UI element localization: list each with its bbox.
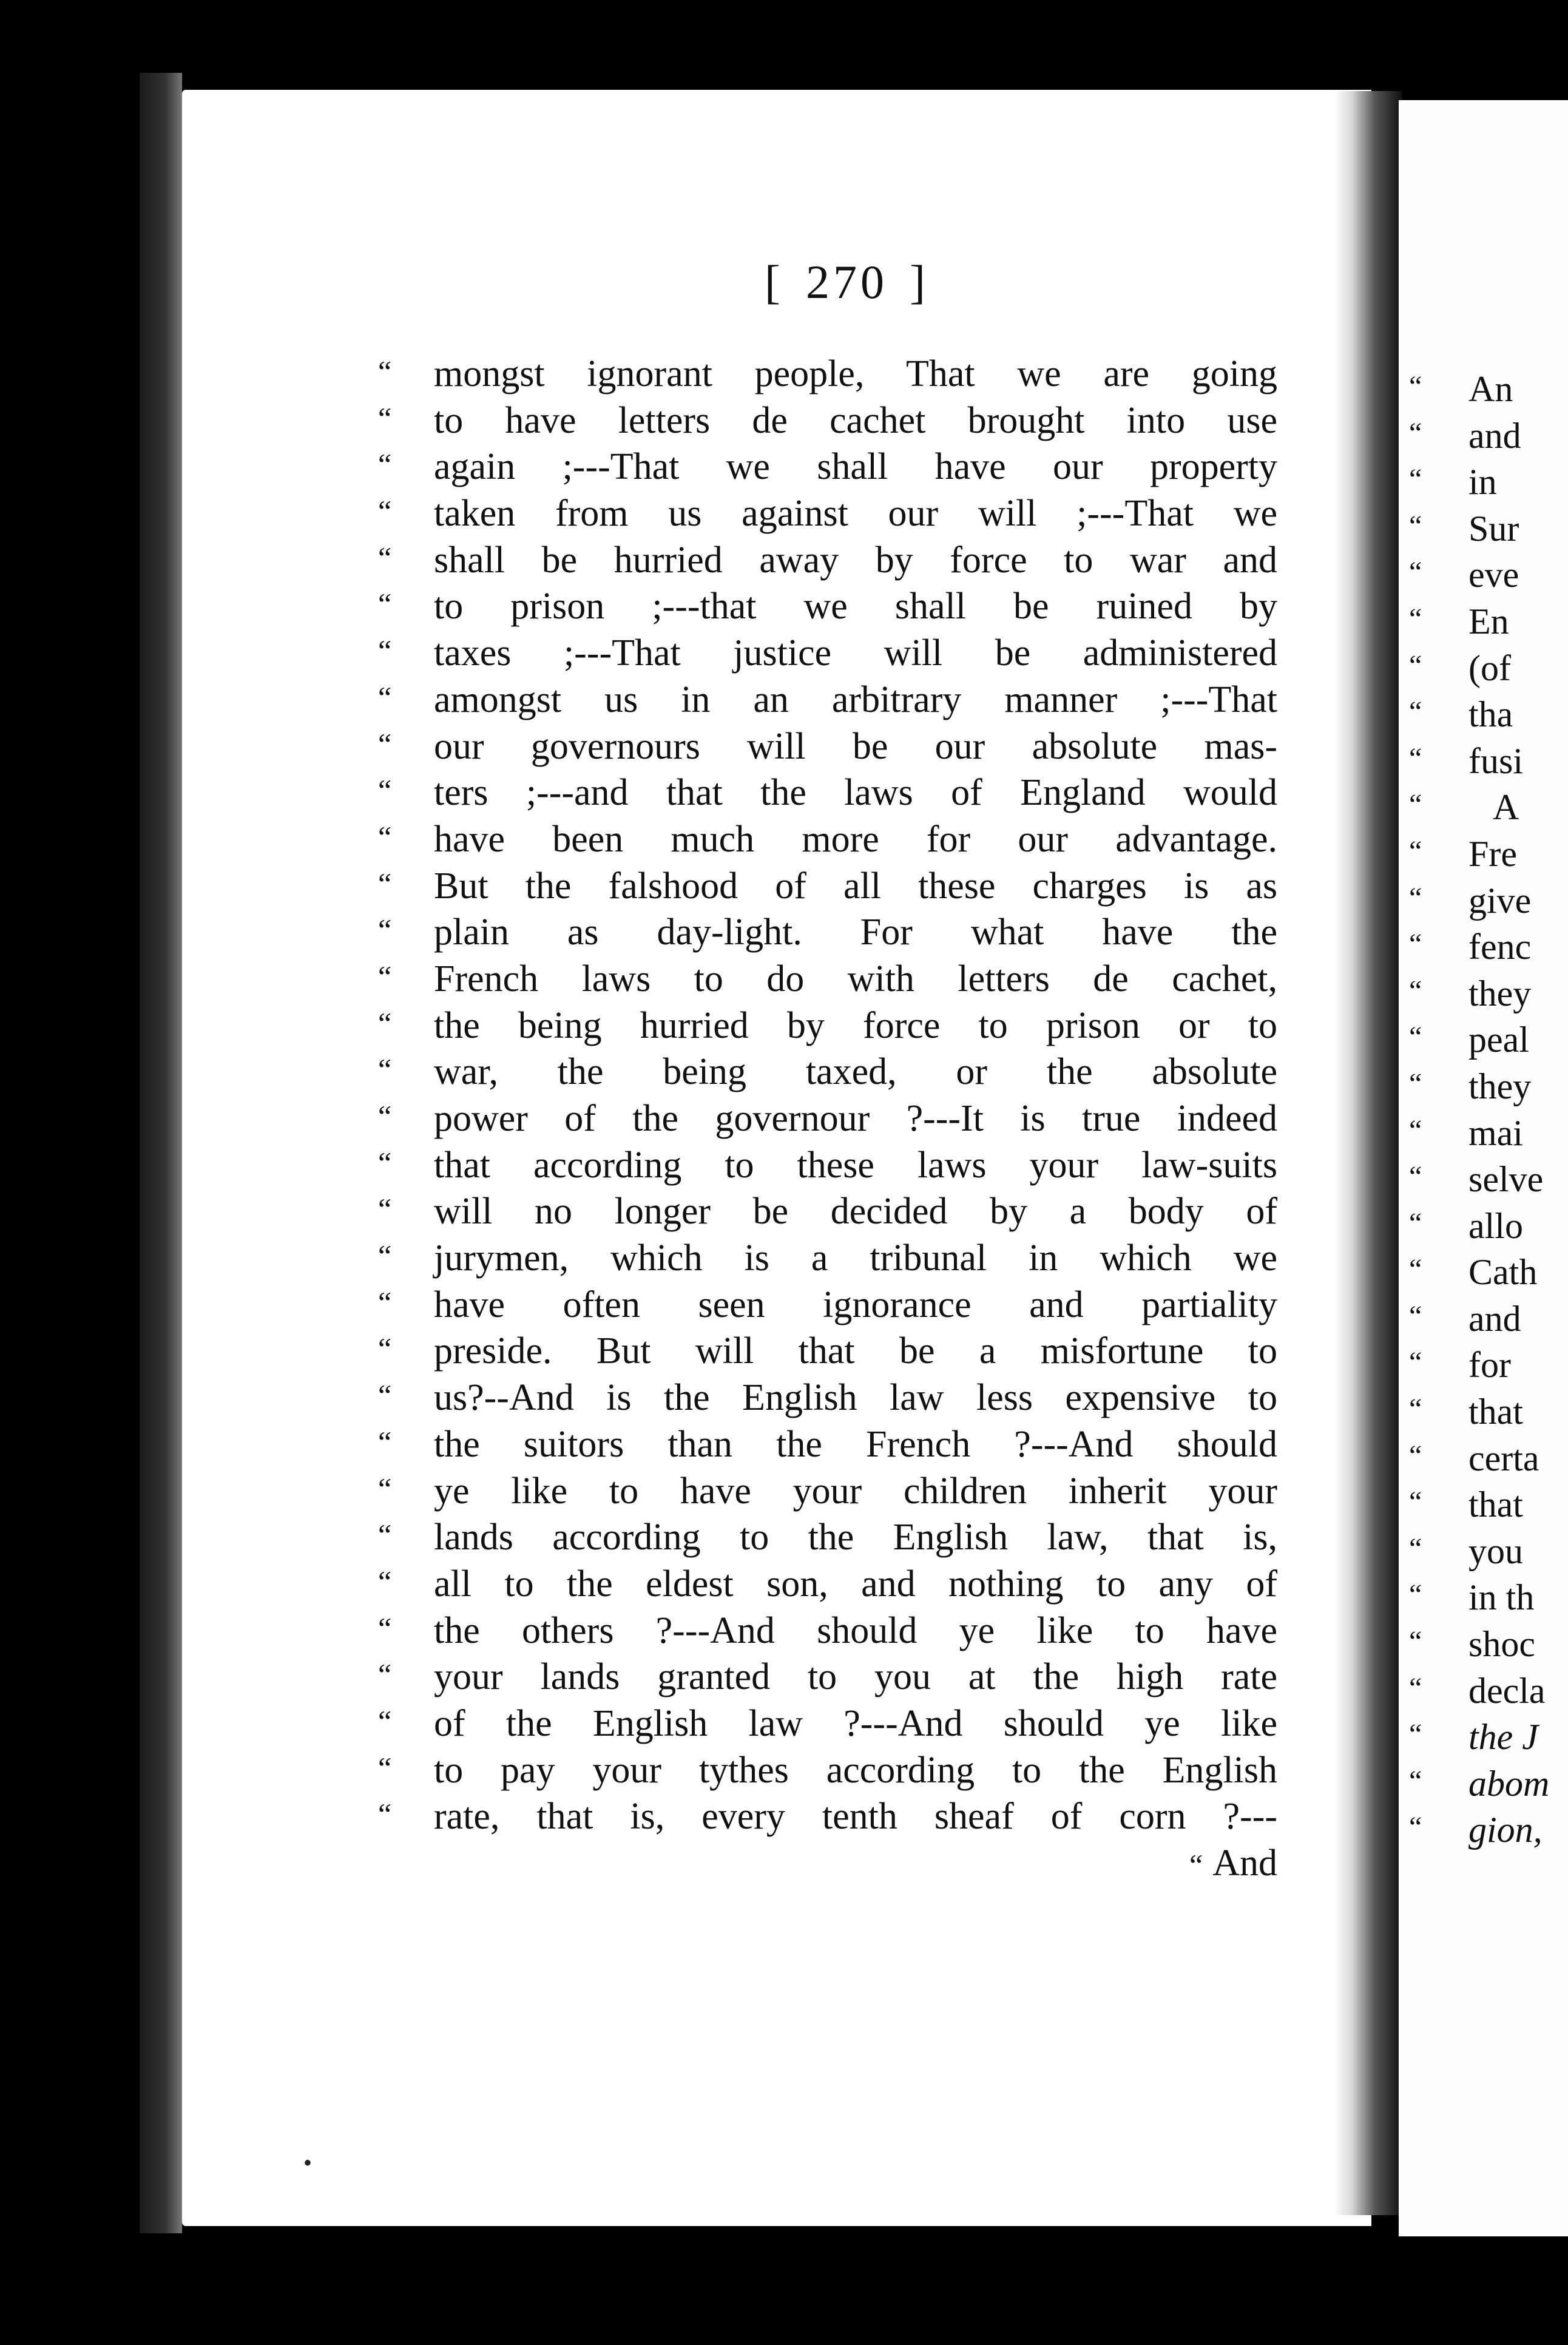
stray-mark: • bbox=[303, 2149, 313, 2176]
line-text: plain as day-light. For what have the bbox=[434, 912, 1277, 953]
facing-text-line bbox=[1409, 1528, 1549, 1575]
quote-mark: “ bbox=[378, 1750, 392, 1785]
quote-mark: “ bbox=[1409, 416, 1422, 449]
facing-line-text: in bbox=[1468, 462, 1497, 502]
quote-mark: “ bbox=[378, 1424, 392, 1459]
quote-mark: “ bbox=[1409, 1764, 1422, 1797]
quote-mark: “ bbox=[1409, 1393, 1422, 1426]
quote-mark: “ bbox=[378, 634, 392, 668]
quote-mark: “ bbox=[378, 773, 392, 808]
facing-text-line bbox=[1409, 366, 1549, 413]
line-text: power of the governour ?---It is true indeed bbox=[434, 1098, 1277, 1139]
line-text: our governours will be our absolute mas- bbox=[434, 725, 1277, 767]
text-line bbox=[378, 1514, 1277, 1561]
quote-mark: “ bbox=[1409, 463, 1422, 496]
quote-mark: “ bbox=[378, 494, 392, 529]
text-line bbox=[378, 1468, 1277, 1515]
facing-text-line bbox=[1409, 831, 1549, 878]
text-line bbox=[378, 1375, 1277, 1421]
text-line bbox=[378, 1282, 1277, 1328]
line-text: shall be hurried away by force to war and bbox=[434, 539, 1277, 581]
quote-mark: “ bbox=[1409, 1671, 1422, 1704]
facing-line-text: A bbox=[1493, 787, 1519, 828]
line-text: us?--And is the English law less expensive to bbox=[434, 1377, 1277, 1419]
quote-mark: “ bbox=[378, 866, 392, 901]
facing-text-line bbox=[1409, 598, 1549, 645]
quote-mark: “ bbox=[1409, 1486, 1422, 1518]
facing-line-text: you bbox=[1468, 1531, 1523, 1571]
quote-mark: “ bbox=[378, 913, 392, 947]
quote-mark: “ bbox=[1409, 509, 1422, 542]
facing-line-text: fusi bbox=[1468, 740, 1523, 781]
text-line bbox=[378, 1142, 1277, 1189]
facing-line-text: eve bbox=[1468, 555, 1519, 595]
text-line bbox=[378, 1561, 1277, 1608]
line-text: rate, that is, every tenth sheaf of corn ?--- bbox=[434, 1796, 1277, 1838]
facing-line-text: Fre bbox=[1468, 833, 1517, 874]
facing-text-line bbox=[1409, 1156, 1549, 1203]
text-line bbox=[378, 1421, 1277, 1468]
facing-line-text: and bbox=[1468, 415, 1521, 456]
facing-line-text: selve bbox=[1468, 1159, 1544, 1200]
quote-mark: “ bbox=[1409, 881, 1422, 914]
text-line bbox=[378, 956, 1277, 1003]
quote-mark: “ bbox=[1409, 1114, 1422, 1146]
quote-mark: “ bbox=[378, 1285, 392, 1319]
line-text: all to the eldest son, and nothing to any of bbox=[434, 1563, 1277, 1605]
quote-mark: “ bbox=[378, 1332, 392, 1366]
facing-line-text: En bbox=[1468, 601, 1509, 641]
text-line bbox=[378, 583, 1277, 630]
quote-mark: “ bbox=[1409, 649, 1422, 682]
quote-mark: “ bbox=[378, 819, 392, 854]
facing-text-line bbox=[1409, 1807, 1549, 1853]
facing-line-text: give bbox=[1468, 880, 1532, 921]
quote-mark: “ bbox=[378, 1797, 392, 1832]
quote-mark: “ bbox=[1409, 788, 1422, 821]
line-text: war, the being taxed, or the absolute bbox=[434, 1051, 1277, 1093]
facing-line-text: Cath bbox=[1468, 1252, 1538, 1293]
line-text: the being hurried by force to prison or to bbox=[434, 1004, 1277, 1046]
facing-line-text: the J bbox=[1468, 1717, 1538, 1758]
facing-line-text: fenc bbox=[1468, 927, 1532, 967]
text-line bbox=[378, 1793, 1277, 1840]
facing-text-line bbox=[1409, 1017, 1549, 1063]
line-text: ye like to have your children inherit your bbox=[434, 1470, 1277, 1512]
facing-text-line bbox=[1409, 1621, 1549, 1668]
text-line bbox=[378, 1654, 1277, 1700]
text-line bbox=[378, 1095, 1277, 1142]
facing-text-line bbox=[1409, 645, 1549, 692]
quote-mark: “ bbox=[1409, 602, 1422, 635]
header-bracket-close: ] bbox=[909, 255, 929, 308]
quote-mark: “ bbox=[1409, 1625, 1422, 1658]
line-text: have been much more for our advantage. bbox=[434, 818, 1277, 860]
quote-mark: “ bbox=[1409, 1439, 1422, 1472]
quote-mark: “ bbox=[1189, 1848, 1203, 1882]
quote-mark: “ bbox=[1409, 1718, 1422, 1751]
facing-line-text: that bbox=[1468, 1392, 1523, 1432]
quote-mark: “ bbox=[378, 726, 392, 761]
text-line bbox=[378, 630, 1277, 677]
quote-mark: “ bbox=[1409, 1346, 1422, 1379]
line-text: French laws to do with letters de cachet, bbox=[434, 958, 1277, 1000]
facing-text-line bbox=[1409, 1435, 1549, 1482]
text-line bbox=[378, 537, 1277, 584]
facing-text-line bbox=[1409, 552, 1549, 598]
quote-mark: “ bbox=[378, 1052, 392, 1087]
text-line bbox=[378, 1235, 1277, 1282]
catchword-text: And bbox=[1212, 1842, 1277, 1884]
line-text: amongst us in an arbitrary manner ;---That bbox=[434, 678, 1277, 720]
quote-mark: “ bbox=[378, 1564, 392, 1599]
quote-mark: “ bbox=[1409, 974, 1422, 1007]
quote-mark: “ bbox=[1409, 1811, 1422, 1844]
facing-text-line bbox=[1409, 784, 1549, 831]
facing-text-line bbox=[1409, 1296, 1549, 1342]
text-line bbox=[378, 677, 1277, 723]
line-text: that according to these laws your law-suits bbox=[434, 1144, 1277, 1186]
line-text: of the English law ?---And should ye like bbox=[434, 1702, 1277, 1744]
facing-line-text: they bbox=[1468, 973, 1532, 1013]
line-text: ters ;---and that the laws of England would bbox=[434, 772, 1277, 814]
facing-line-text: tha bbox=[1468, 694, 1513, 735]
facing-text-line bbox=[1409, 1203, 1549, 1250]
book-gutter bbox=[1335, 91, 1402, 2215]
text-line bbox=[378, 1049, 1277, 1095]
catchword-line bbox=[434, 1840, 1277, 1887]
facing-text-line bbox=[1409, 878, 1549, 924]
line-text: to prison ;---that we shall be ruined by bbox=[434, 586, 1277, 628]
quote-mark: “ bbox=[378, 1145, 392, 1180]
page-header bbox=[765, 255, 929, 310]
quote-mark: “ bbox=[1409, 1579, 1422, 1611]
facing-line-text: An bbox=[1468, 369, 1513, 409]
quote-mark: “ bbox=[1409, 1160, 1422, 1193]
facing-line-text: in th bbox=[1468, 1577, 1535, 1618]
quote-mark: “ bbox=[378, 447, 392, 482]
quote-mark: “ bbox=[1409, 1253, 1422, 1286]
quote-mark: “ bbox=[378, 540, 392, 575]
facing-text-line bbox=[1409, 1668, 1549, 1714]
line-text: the others ?---And should ye like to have bbox=[434, 1609, 1277, 1651]
quote-mark: “ bbox=[1409, 1206, 1422, 1239]
quote-mark: “ bbox=[378, 354, 392, 388]
text-line bbox=[378, 444, 1277, 490]
quote-mark: “ bbox=[378, 1704, 392, 1738]
facing-line-text: and bbox=[1468, 1298, 1521, 1339]
text-line bbox=[378, 1003, 1277, 1049]
quote-mark: “ bbox=[378, 1099, 392, 1133]
quote-mark: “ bbox=[378, 680, 392, 714]
facing-text-line bbox=[1409, 1110, 1549, 1157]
quote-mark: “ bbox=[378, 587, 392, 621]
text-line bbox=[378, 490, 1277, 537]
text-line bbox=[378, 398, 1277, 444]
text-line bbox=[378, 351, 1277, 398]
facing-page-text bbox=[1409, 366, 1550, 1853]
quote-mark: “ bbox=[1409, 556, 1422, 589]
line-text: your lands granted to you at the high rate bbox=[434, 1656, 1277, 1698]
quote-mark: “ bbox=[378, 1611, 392, 1645]
facing-line-text: (of bbox=[1468, 648, 1511, 688]
facing-line-text: Sur bbox=[1468, 508, 1519, 549]
quote-mark: “ bbox=[378, 401, 392, 435]
text-line bbox=[378, 1747, 1277, 1794]
quote-mark: “ bbox=[1409, 370, 1422, 402]
quote-mark: “ bbox=[1409, 1299, 1422, 1332]
quote-mark: “ bbox=[1409, 742, 1422, 774]
quote-mark: “ bbox=[1409, 695, 1422, 728]
quote-mark: “ bbox=[378, 1378, 392, 1413]
facing-text-line bbox=[1409, 459, 1549, 506]
facing-text-line bbox=[1409, 691, 1549, 738]
facing-line-text: abom bbox=[1468, 1763, 1550, 1804]
line-text: lands according to the English law, that is, bbox=[434, 1517, 1277, 1558]
quote-mark: “ bbox=[378, 1192, 392, 1227]
facing-line-text: shoc bbox=[1468, 1624, 1535, 1665]
facing-text-line bbox=[1409, 924, 1549, 970]
line-text: to have letters de cachet brought into use bbox=[434, 399, 1277, 441]
line-text: will no longer be decided by a body of bbox=[434, 1191, 1277, 1233]
facing-line-text: gion, bbox=[1468, 1810, 1543, 1850]
quote-mark: “ bbox=[378, 1657, 392, 1692]
facing-line-text: they bbox=[1468, 1066, 1532, 1106]
catchword bbox=[1189, 1840, 1277, 1889]
text-line bbox=[378, 816, 1277, 863]
text-line bbox=[378, 1328, 1277, 1375]
body-text bbox=[378, 351, 1277, 1887]
quote-mark: “ bbox=[378, 1239, 392, 1273]
book-cover-edge bbox=[140, 73, 182, 2233]
line-text: mongst ignorant people, That we are going bbox=[434, 353, 1277, 394]
quote-mark: “ bbox=[378, 1006, 392, 1040]
facing-line-text: allo bbox=[1468, 1205, 1523, 1246]
text-line bbox=[378, 863, 1277, 910]
facing-line-text: decla bbox=[1468, 1670, 1546, 1711]
line-text: to pay your tythes according to the English bbox=[434, 1749, 1277, 1791]
line-text: taxes ;---That justice will be administered bbox=[434, 632, 1277, 674]
facing-text-line bbox=[1409, 413, 1549, 459]
quote-mark: “ bbox=[1409, 1021, 1422, 1054]
text-line bbox=[378, 770, 1277, 816]
line-text: preside. But will that be a misfortune to bbox=[434, 1330, 1277, 1372]
text-line bbox=[378, 1700, 1277, 1747]
facing-line-text: that bbox=[1468, 1484, 1523, 1525]
quote-mark: “ bbox=[1409, 834, 1422, 867]
facing-line-text: peal bbox=[1468, 1020, 1529, 1060]
facing-text-line bbox=[1409, 1574, 1549, 1621]
header-bracket-open: [ bbox=[765, 255, 784, 308]
text-line bbox=[378, 1608, 1277, 1654]
quote-mark: “ bbox=[378, 1518, 392, 1552]
facing-line-text: mai bbox=[1468, 1112, 1523, 1153]
quote-mark: “ bbox=[1409, 928, 1422, 961]
quote-mark: “ bbox=[378, 1471, 392, 1506]
facing-text-line bbox=[1409, 1481, 1549, 1528]
facing-text-line bbox=[1409, 1389, 1549, 1435]
facing-text-line bbox=[1409, 1342, 1549, 1389]
facing-text-line bbox=[1409, 970, 1549, 1017]
quote-mark: “ bbox=[378, 959, 392, 993]
line-text: But the falshood of all these charges is as bbox=[434, 865, 1277, 907]
line-text: the suitors than the French ?---And should bbox=[434, 1423, 1277, 1465]
facing-text-line bbox=[1409, 1063, 1549, 1110]
text-line bbox=[378, 723, 1277, 770]
facing-text-line bbox=[1409, 738, 1549, 785]
facing-text-line bbox=[1409, 1714, 1549, 1761]
line-text: taken from us against our will ;---That we bbox=[434, 493, 1277, 535]
facing-line-text: for bbox=[1468, 1345, 1511, 1386]
text-line bbox=[378, 909, 1277, 956]
text-line bbox=[378, 1188, 1277, 1235]
page-number: 270 bbox=[805, 255, 888, 308]
line-text: have often seen ignorance and partiality bbox=[434, 1284, 1277, 1325]
line-text: again ;---That we shall have our property bbox=[434, 446, 1277, 488]
line-text: jurymen, which is a tribunal in which we bbox=[434, 1237, 1277, 1279]
facing-text-line bbox=[1409, 1249, 1549, 1296]
facing-text-line bbox=[1409, 506, 1549, 552]
quote-mark: “ bbox=[1409, 1067, 1422, 1100]
facing-text-line bbox=[1409, 1761, 1550, 1807]
quote-mark: “ bbox=[1409, 1532, 1422, 1565]
facing-line-text: certa bbox=[1468, 1438, 1539, 1478]
